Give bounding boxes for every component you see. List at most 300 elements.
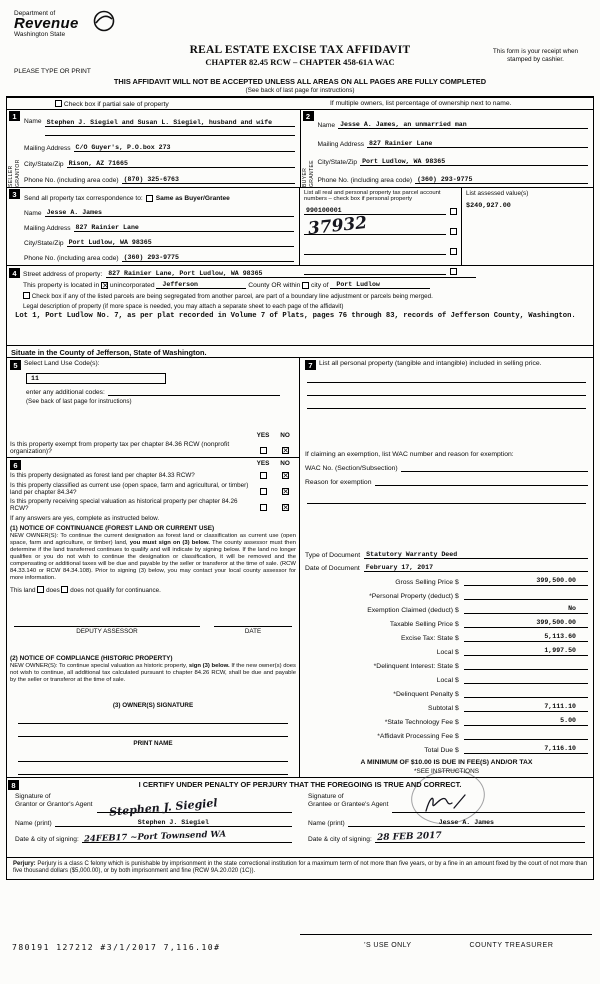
corr-phone-value[interactable]: (360) 293-9775 [123, 254, 179, 261]
street-address-value[interactable]: 827 Rainier Lane, Port Ludlow, WA 98365 [108, 270, 263, 277]
nonprofit-no-cell [274, 447, 296, 455]
grantor-date-row [15, 829, 292, 845]
dollar-sign: $ [455, 705, 459, 712]
corr-csz-label: City/State/Zip [24, 240, 64, 247]
buyer-side-label: BUYER [301, 167, 308, 187]
print-name-heading: PRINT NAME [133, 740, 173, 748]
unincorporated-checkbox[interactable] [101, 282, 108, 289]
dor-logo [14, 10, 154, 38]
same-as-buyer-label: Same as Buyer/Grantee [155, 195, 230, 202]
nonprofit-yes-cell [252, 447, 274, 455]
grantee-name-print-row [308, 818, 585, 827]
taxable-selling-price-label: Taxable Selling Price [389, 621, 453, 628]
form-title: REAL ESTATE EXCISE TAX AFFIDAVIT [189, 44, 411, 56]
county-or-label: County OR within [248, 282, 301, 289]
state-technology-fee-value[interactable]: 5.00 [464, 717, 588, 726]
wac-value[interactable] [401, 463, 588, 472]
section-1-badge: 1 [9, 111, 20, 121]
buyer-csz-label: City/State/Zip [317, 158, 358, 166]
type-of-document-label: Type of Document [305, 552, 361, 559]
buyer-phone-row [318, 175, 589, 184]
grantee-signature-row [308, 793, 585, 813]
buyer-address-value[interactable]: 827 Rainier Lane [369, 139, 433, 147]
deputy-assessor-signline[interactable]: DEPUTY ASSESSOR [14, 626, 200, 635]
buyer-grantee-section [300, 110, 594, 187]
section-6-spacer-3 [10, 684, 296, 702]
current-use-no-checkbox[interactable] [282, 488, 289, 495]
segregated-checkbox[interactable] [23, 292, 30, 299]
buyer-address-row [318, 139, 589, 148]
land-use-title: Select Land Use Code(s): [24, 360, 100, 367]
exemption-intro: If claiming an exemption, list WAC number and reason for exemption: [305, 451, 514, 458]
compliance-text-post: If the new owner(s) does not wish to continue, all additional tax calculated pursuant to chapter 84.26 RCW, shall be due and payable by the seller or transferor at the time of sale. [10, 663, 297, 684]
seller-grantor-section [7, 110, 300, 187]
current-use-question-row [10, 482, 296, 496]
partial-sale-row [7, 98, 593, 110]
logo-dept-of: Department of [14, 10, 56, 17]
owner-signature-line-1[interactable] [18, 711, 288, 724]
charge-row-excise-state [305, 628, 588, 642]
legal-description-label: Legal description of property (if more space is needed, you may attach a separate sheet to each page of the affidavit) [23, 303, 344, 310]
parcel-row-3 [304, 246, 457, 255]
personal-property-deduct-value[interactable] [464, 591, 588, 600]
use-only-label: ’S USE ONLY [364, 942, 412, 949]
affidavit-processing-fee-label: *Affidavit Processing Fee [377, 733, 453, 740]
section-6 [7, 458, 299, 777]
grantor-signature-block [7, 791, 300, 845]
exemption-claimed-value[interactable]: No [464, 605, 588, 614]
city-value[interactable]: Port Ludlow [336, 281, 380, 288]
warning-line: THIS AFFIDAVIT WILL NOT BE ACCEPTED UNLESS ALL AREAS ON ALL PAGES ARE FULLY COMPLETED [113, 77, 487, 86]
charge-row-processing-fee [305, 726, 588, 740]
notice-continuance-paragraph [10, 533, 296, 582]
historic-no-cell [274, 504, 296, 512]
delinquent-penalty-label: *Delinquent Penalty [393, 691, 453, 698]
form-chapter: CHAPTER 82.45 RCW – CHAPTER 458-61A WAC [205, 57, 395, 67]
dollar-sign: $ [455, 649, 459, 656]
logo-state: Washington State [14, 31, 66, 38]
charge-row-exemption [305, 600, 588, 614]
grantee-signature-label-1: Signature of [308, 793, 344, 800]
forest-yes-cell [252, 472, 274, 480]
seller-phone-value[interactable]: (870) 325-6763 [123, 176, 179, 183]
parcel-1-personal-checkbox[interactable] [450, 208, 457, 215]
historic-question-row [10, 498, 296, 512]
qualify-prefix: This land [10, 587, 36, 594]
logo-revenue: Revenue [14, 15, 79, 32]
partial-sale-checkbox[interactable] [55, 100, 62, 107]
corr-address-value[interactable]: 827 Rainier Lane [75, 224, 139, 231]
buyer-name-label: Name [317, 122, 336, 130]
charge-row-subtotal [305, 698, 588, 712]
continuance-text-post: The county assessor must then determine if the land transferred continues to qualify and will indicate by signing below. If the land no longer qualifies or you do not wish to continue the designation or classification, it will be removed and the compensating or additional taxes will be due and payable by the seller or transferor at the time of sale. (RCW 84.33.140 or RCW 84.34.108). Prior to signing (3) below, you may contact your local county assessor for more information. [10, 540, 297, 581]
section-6-no-header: NO [280, 460, 290, 467]
assessed-header: List assessed value(s) [466, 190, 529, 197]
section-5-no-header: NO [280, 432, 290, 439]
section-8 [7, 778, 593, 858]
yesno-header-spacer [10, 432, 252, 439]
handwritten-parcel-number: 37932 [307, 212, 369, 240]
signature-columns [7, 791, 593, 845]
section-7-badge: 7 [305, 360, 316, 370]
section-4-badge: 4 [9, 268, 20, 278]
parcel-1-value[interactable]: 990100001 [306, 206, 342, 214]
parcel-4-value[interactable] [304, 266, 446, 275]
personal-property-deduct-label: *Personal Property (deduct) [369, 593, 453, 600]
street-address-row [7, 266, 593, 278]
historic-question: Is this property receiving special valuation as historical property per chapter 84.26 RCW? [10, 498, 238, 512]
dollar-sign: $ [455, 677, 459, 684]
parcel-numbers-block [299, 188, 461, 265]
legal-description-value[interactable]: Lot 1, Port Ludlow No. 7, as per plat recorded in Volume 7 of Plats, pages 76 through 83, records of Jefferson County, Washington. [15, 312, 576, 320]
grantee-date-handwriting[interactable]: 28 FEB 2017 [376, 830, 442, 844]
section-5-badge: 5 [10, 360, 21, 370]
excise-state-value[interactable]: 5,113.60 [464, 633, 588, 642]
section-5-spacer [10, 405, 296, 432]
type-of-document-value[interactable]: Statutory Warranty Deed [366, 551, 458, 558]
subtotal-value[interactable]: 7,111.10 [464, 703, 588, 712]
charge-row-penalty [305, 684, 588, 698]
grantor-date-label: Date & city of signing: [15, 836, 79, 843]
certify-statement: I CERTIFY UNDER PENALTY OF PERJURY THAT THE FOREGOING IS TRUE AND CORRECT. [138, 780, 462, 789]
grantor-name-print-label: Name (print) [15, 820, 52, 827]
buyer-name-value[interactable]: Jesse A. James, an unmarried man [340, 121, 467, 129]
city-checkbox[interactable] [302, 282, 309, 289]
nonprofit-question-row [10, 441, 296, 455]
county-value[interactable]: Jefferson [162, 281, 199, 288]
grantee-date-label: Date & city of signing: [308, 836, 372, 843]
corr-csz-row [24, 238, 294, 247]
located-prefix: This property is located in [23, 282, 100, 289]
current-use-yes-checkbox[interactable] [260, 488, 267, 495]
dollar-sign: $ [455, 579, 459, 586]
situate-line: Situate in the County of Jefferson, State of Washington. [7, 346, 593, 358]
grantor-signature-line[interactable] [97, 793, 293, 819]
revenue-swoosh-icon [92, 9, 116, 33]
buyer-phone-label: Phone No. (including area code) [317, 177, 413, 184]
delinquent-interest-state-value[interactable] [464, 661, 588, 670]
seller-phone-label: Phone No. (including area code) [24, 177, 119, 184]
dollar-sign: $ [455, 607, 459, 614]
segregated-row [7, 289, 593, 300]
owner-signature-line-2[interactable] [18, 724, 288, 737]
current-use-yes-cell [252, 488, 274, 496]
if-yes-note: If any answers are yes, complete as instructed below. [10, 515, 160, 522]
seller-csz-label: City/State/Zip [24, 161, 64, 168]
seller-vertical-labels [8, 121, 21, 187]
seller-address-value[interactable]: C/O Guyer's, P.O.box 273 [75, 144, 171, 151]
compliance-text-bold: sign (3) below. [188, 663, 230, 670]
parcel-row-1 [304, 206, 457, 215]
assessed-values-block [461, 188, 593, 265]
grantor-signature-labels [15, 793, 97, 813]
dollar-sign: $ [455, 663, 459, 670]
print-name-line-1[interactable] [18, 749, 288, 762]
buyer-vertical-labels [302, 121, 315, 187]
land-use-code-box[interactable] [26, 373, 166, 384]
forest-no-cell [274, 472, 296, 480]
grantee-date-row [308, 832, 585, 843]
section-5-see-back: (See back of last page for instructions) [26, 398, 132, 405]
seller-name-label: Name [24, 118, 42, 125]
buyer-address-label: Mailing Address [317, 140, 365, 148]
parcel-header: List all real and personal property tax parcel account numbers – check box if personal property [304, 190, 441, 202]
seller-side-label: SELLER [8, 165, 14, 187]
section-6-header-left [10, 460, 252, 470]
section-5-yesno-header [10, 432, 296, 439]
charge-row-tech-fee [305, 712, 588, 726]
historic-no-checkbox[interactable] [282, 504, 289, 511]
date-of-document-label: Date of Document [305, 565, 360, 572]
dollar-sign: $ [455, 747, 459, 754]
grantee-side-label: GRANTEE [308, 160, 315, 187]
section-7-spacer-2 [305, 504, 588, 546]
grantor-signature-label-1: Signature of [15, 793, 51, 800]
personal-property-line-2[interactable] [307, 383, 586, 396]
grantor-signature-label-2: Grantor or Grantor's Agent [15, 801, 93, 808]
corr-name-label: Name [24, 210, 42, 217]
section-8-badge: 8 [8, 780, 19, 790]
parcel-4-personal-checkbox[interactable] [450, 268, 457, 275]
section-7-spacer-1 [305, 409, 588, 451]
delinquent-interest-local-label: Local [436, 677, 453, 684]
date-of-document-value[interactable]: February 17, 2017 [365, 564, 434, 571]
seller-fields [22, 110, 300, 187]
buyer-csz-row [318, 157, 589, 166]
tax-correspondence-block [7, 188, 299, 265]
send-correspondence-label: Send all property tax correspondence to: [24, 195, 143, 202]
corr-name-value[interactable]: Jesse A. James [46, 209, 102, 216]
grantor-side-label: GRANTOR [15, 159, 21, 187]
seller-address-row [24, 143, 295, 152]
buyer-fields [316, 110, 594, 187]
additional-codes-label: enter any additional codes: [26, 389, 105, 396]
personal-property-intro-row [305, 360, 588, 370]
does-not-label: does not qualify for continuance. [70, 587, 161, 594]
receipt-note: This form is your receipt when stamped by cashier. [492, 48, 579, 63]
buyer-phone-value[interactable]: (360) 293-9775 [417, 176, 473, 183]
parcel-2-personal-checkbox[interactable] [450, 228, 457, 235]
forest-land-question-row [10, 472, 296, 480]
corr-phone-label: Phone No. (including area code) [24, 255, 119, 262]
partial-sale-label: Check box if partial sale of property [63, 100, 169, 108]
grantor-signature-handwriting: Stephen J. Siegiel [108, 796, 218, 819]
dollar-sign: $ [455, 621, 459, 628]
reason-value[interactable] [375, 477, 589, 486]
section-6-spacer-1 [10, 594, 296, 612]
owners-signature-heading: (3) OWNER(S) SIGNATURE [112, 702, 194, 710]
section-6-yes-header: YES [256, 460, 270, 467]
section-4 [7, 266, 593, 346]
see-back-note: (See back of last page for instructions) [245, 87, 355, 94]
buyer-name-row [318, 120, 589, 129]
exemption-claimed-label: Exemption Claimed (deduct) [367, 607, 453, 614]
section-2-badge: 2 [303, 111, 314, 121]
section-5 [7, 358, 299, 458]
corr-name-row [24, 208, 294, 217]
personal-property-intro: List all personal property (tangible and intangible) included in selling price. [319, 360, 542, 367]
wac-row [305, 463, 588, 472]
charge-row-excise-local [305, 642, 588, 656]
deputy-date-signline[interactable]: DATE [214, 626, 292, 635]
excise-local-label: Local [436, 649, 453, 656]
notice-compliance-paragraph [10, 663, 296, 684]
treasurer-area [300, 934, 592, 949]
taxable-selling-price-value[interactable]: 399,500.00 [464, 619, 588, 628]
corr-address-row [24, 223, 294, 232]
see-instructions-note: *SEE INSTRUCTIONS [414, 768, 479, 775]
street-address-label: Street address of property: [23, 271, 103, 278]
form-header [0, 0, 600, 96]
partial-sale-group [7, 100, 318, 108]
continuance-text-pre: NEW OWNER(S): To continue the current designation as forest land or classification as current use (open space, farm and agriculture, or timber) land, [10, 533, 296, 546]
send-correspondence-row [24, 195, 294, 202]
grantor-signature-row [15, 793, 292, 819]
grantee-signature-line[interactable] [392, 793, 585, 813]
section-7 [300, 358, 593, 777]
located-in-row [7, 278, 593, 289]
notice-compliance-heading: (2) NOTICE OF COMPLIANCE (HISTORIC PROPERTY) [10, 655, 173, 663]
parcel-row-4 [304, 266, 457, 275]
title-block [130, 44, 470, 67]
section-3-badge: 3 [9, 189, 20, 199]
additional-codes-value[interactable] [108, 387, 280, 396]
same-as-buyer-checkbox[interactable] [146, 195, 153, 202]
perjury-text: Perjury is a class C felony which is punishable by imprisonment in the state correctional institution for a maximum term of not more than five years, or by a fine in an amount fixed by the court of not more than five thousand dollars ($5,000.00), or by both imprisonment and fine (RCW 9A.20.020 (1C)). [13, 861, 587, 875]
section-6-badge: 6 [10, 460, 21, 470]
nonprofit-question-text: Is this property exempt from property tax per chapter 84.36 RCW (nonprofit organization)? [10, 441, 230, 455]
charge-row-delinquent-state [305, 656, 588, 670]
dollar-sign: $ [455, 635, 459, 642]
unincorporated-label: unincorporated [109, 282, 155, 289]
land-use-code-value[interactable]: 11 [31, 375, 39, 382]
forest-no-checkbox[interactable] [282, 472, 289, 479]
personal-property-line-1[interactable] [307, 370, 586, 383]
compliance-text-pre: NEW OWNER(S): To continue special valuation as historic property, [10, 663, 189, 670]
wac-label: WAC No. (Section/Subsection) [305, 465, 398, 472]
total-due-label: Total Due [424, 747, 453, 754]
grantee-signature-label-2: Grantee or Grantee's Agent [308, 801, 389, 808]
section-1-2 [7, 110, 593, 188]
cashier-validation-stamp: 780191 127212 #3/1/2017 7,116.10# [12, 943, 221, 952]
please-type-note: PLEASE TYPE OR PRINT [14, 68, 91, 75]
subtotal-label: Subtotal [428, 705, 453, 712]
grantee-signature-labels [308, 793, 392, 813]
perjury-notice [7, 858, 593, 879]
section-6-spacer-2 [10, 635, 296, 653]
current-use-question: Is this property classified as current use (open space, farm and agricultural, or timber) land per chapter 84.34? [10, 482, 249, 496]
notice-continuance-heading: (1) NOTICE OF CONTINUANCE (FOREST LAND OR CURRENT USE) [10, 525, 215, 532]
correspondence-fields [22, 188, 299, 265]
print-name-line-2[interactable] [18, 762, 288, 775]
delinquent-interest-local-value[interactable] [464, 675, 588, 684]
grantor-name-print-value[interactable]: Stephen J. Siegiel [137, 819, 209, 826]
corr-address-label: Mailing Address [24, 225, 71, 232]
section-6-yesno-header [10, 460, 296, 470]
seller-address-label: Mailing Address [24, 145, 71, 152]
excise-state-label: Excise Tax: State [400, 635, 453, 642]
corr-csz-value[interactable]: Port Ludlow, WA 98365 [68, 239, 152, 246]
charge-row-total [305, 740, 588, 754]
county-treasurer-label: COUNTY TREASURER [469, 942, 554, 949]
buyer-rail [301, 110, 316, 187]
segregated-label: Check box if any of the listed parcels are being segregated from another parcel, are part of a boundary line adjustment or parcels being merged. [31, 293, 433, 300]
grantee-name-print-label: Name (print) [308, 820, 345, 827]
qualify-line [10, 586, 296, 594]
delinquent-interest-state-label: *Delinquent Interest: State [373, 663, 453, 670]
excise-local-value[interactable]: 1,997.50 [464, 647, 588, 656]
form-body [6, 96, 594, 880]
type-of-document-row [305, 550, 588, 559]
reason-extra-line[interactable] [307, 491, 586, 504]
assessed-value-1[interactable]: $240,927.00 [466, 202, 511, 210]
gross-selling-price-value[interactable]: 399,500.00 [464, 577, 588, 586]
left-column [7, 358, 300, 777]
additional-codes-row [26, 387, 280, 396]
dollar-sign: $ [455, 691, 459, 698]
seller-rail [7, 110, 22, 187]
charge-row-delinquent-local [305, 670, 588, 684]
forest-yes-checkbox[interactable] [260, 472, 267, 479]
parcel-3-personal-checkbox[interactable] [450, 248, 457, 255]
section-5-yes-header: YES [256, 432, 270, 439]
continuance-text-bold: you must sign on (3) below. [129, 540, 210, 546]
historic-yes-cell [252, 504, 274, 512]
city-of-label: city of [311, 282, 329, 289]
does-not-checkbox[interactable] [61, 586, 68, 593]
corr-phone-row [24, 253, 294, 262]
delinquent-penalty-value[interactable] [464, 689, 588, 698]
date-of-document-row [305, 563, 588, 572]
historic-yes-checkbox[interactable] [260, 504, 267, 511]
nonprofit-no-checkbox[interactable] [282, 447, 289, 454]
seller-csz-row [24, 159, 295, 168]
grantor-date-handwriting[interactable]: 24FEB17 ~Port Townsend WA [83, 829, 226, 845]
forest-land-question: Is this property designated as forest land per chapter 84.33 RCW? [10, 472, 195, 479]
grantor-name-print-row [15, 818, 292, 827]
seller-phone-row [24, 175, 295, 184]
personal-property-line-3[interactable] [307, 396, 586, 409]
does-checkbox[interactable] [37, 586, 44, 593]
perjury-lead: Perjury: [13, 861, 36, 867]
reason-label: Reason for exemption [305, 479, 372, 486]
buyer-csz-value[interactable]: Port Ludlow, WA 98365 [362, 157, 446, 165]
grantee-signature-block [300, 791, 593, 845]
land-use-title-row [10, 360, 296, 370]
section-3-rail [7, 188, 22, 265]
seller-name-value[interactable]: Stephen J. Siegiel and Susan L. Siegiel, husband and wife [45, 118, 295, 136]
parcel-3-value[interactable] [304, 246, 446, 255]
page-footer [0, 932, 600, 966]
section-3 [7, 188, 593, 266]
minimum-fee-note: A MINIMUM OF $10.00 IS DUE IN FEE(S) AND/OR TAX [360, 759, 533, 766]
does-label: does [46, 587, 60, 594]
multiple-owners-note: If multiple owners, list percentage of ownership next to name. [330, 100, 512, 107]
grantee-signature-scribble [422, 793, 468, 813]
affidavit-processing-fee-value[interactable] [464, 731, 588, 740]
dollar-sign: $ [455, 733, 459, 740]
deputy-assessor-row [10, 626, 296, 635]
total-due-value[interactable]: 7,116.10 [464, 745, 588, 754]
nonprofit-yes-checkbox[interactable] [260, 447, 267, 454]
grantee-name-print-value[interactable]: Jesse A. James [438, 819, 495, 826]
charge-row-gross [305, 572, 588, 586]
dollar-sign: $ [455, 719, 459, 726]
charge-row-personal [305, 586, 588, 600]
seller-csz-value[interactable]: Rison, AZ 71665 [68, 160, 128, 167]
dollar-sign: $ [455, 593, 459, 600]
state-technology-fee-label: *State Technology Fee [384, 719, 453, 726]
